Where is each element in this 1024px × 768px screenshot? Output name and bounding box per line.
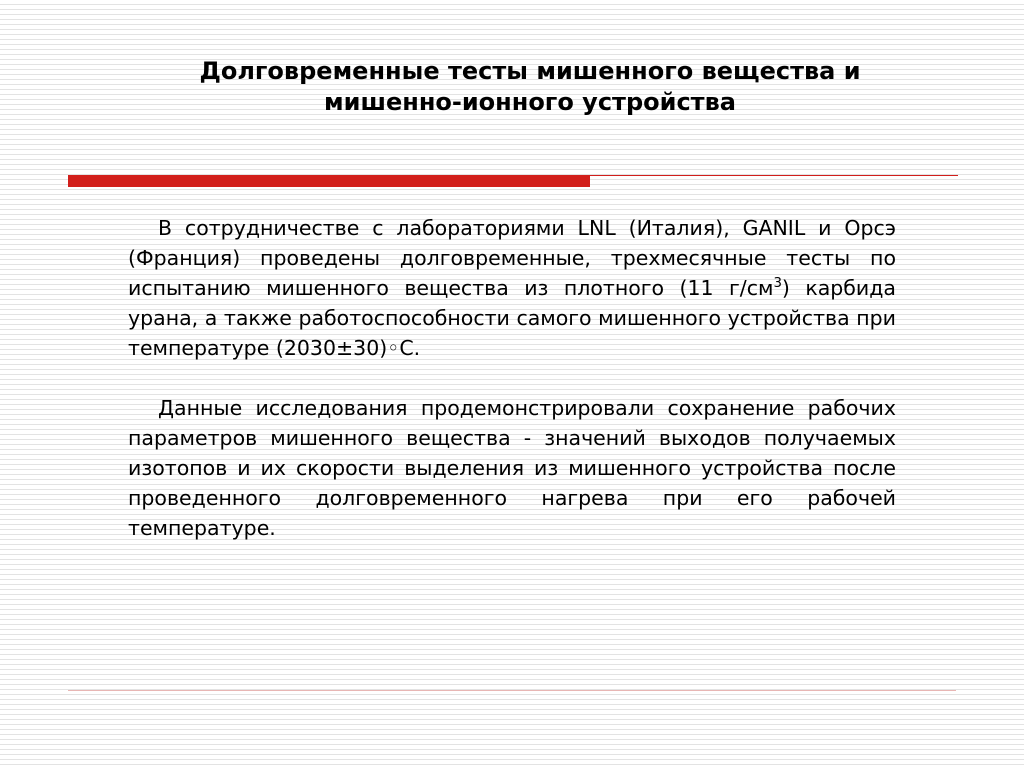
paragraph-1-text-end: ) карбида урана, а также работоспособности самого мишенного устройства при температуре (2030±30)◦С. (128, 276, 896, 360)
paragraph-1 (128, 213, 896, 363)
red-accent-bar (68, 175, 590, 187)
red-accent-line (590, 175, 958, 176)
bottom-divider (68, 690, 956, 691)
slide-title (60, 56, 1000, 118)
slide-title-line-2: мишенно-ионного устройства (324, 88, 736, 116)
superscript-exponent: 3 (773, 276, 782, 292)
slide-title-line-1: Долговременные тесты мишенного вещества и (199, 57, 861, 85)
slide-body (128, 213, 896, 543)
paragraph-2: Данные исследования продемонстрировали сохранение рабочих параметров мишенного вещества - значений выходов получаемых изотопов и их скорости выделения из мишенного устройства после проведенного долговременного нагрева при его рабочей температуре. (128, 396, 896, 540)
paragraph-1-text: В сотрудничестве с лабораториями LNL (Италия), GANIL и Орсэ (Франция) проведены долговременные, трехмесячные тесты по испытанию мишенного вещества из плотного (11 г/см (128, 216, 896, 300)
